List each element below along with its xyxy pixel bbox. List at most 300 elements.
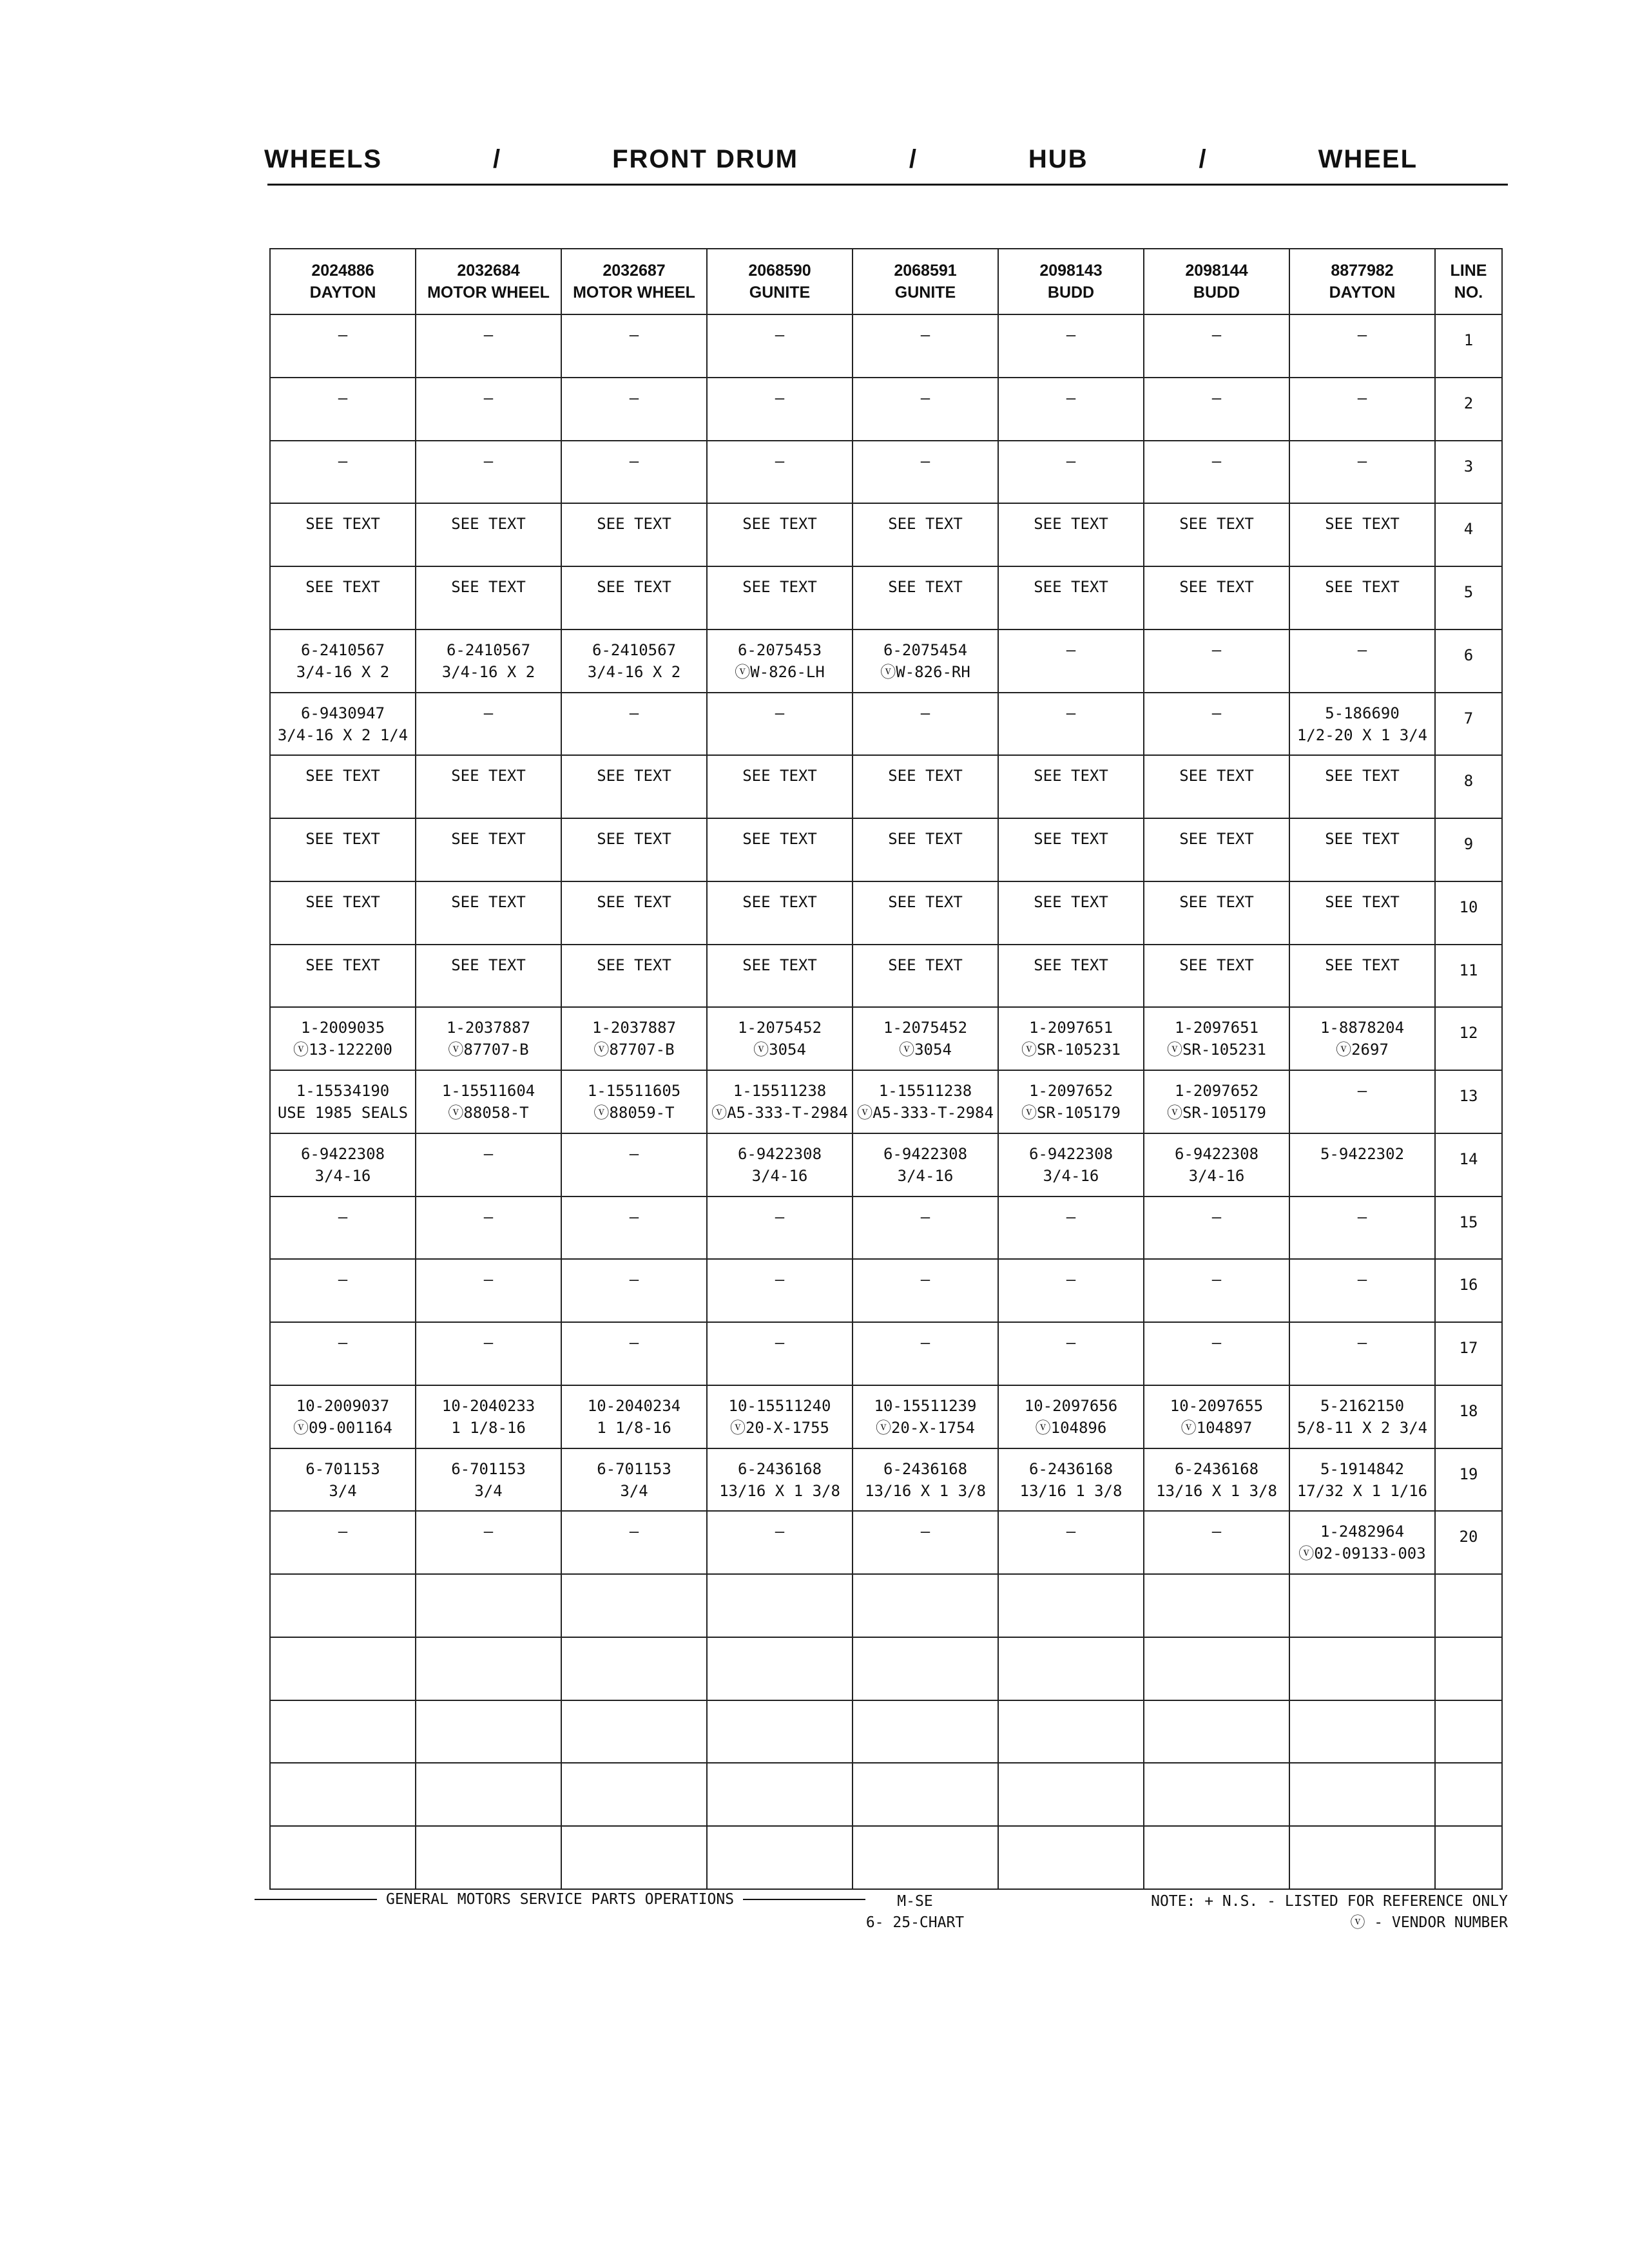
table-cell bbox=[1144, 1763, 1289, 1826]
table-cell bbox=[270, 314, 416, 378]
table-row bbox=[270, 881, 1502, 945]
dash-mark: — bbox=[483, 452, 494, 470]
cell-text: SEE TEXT bbox=[597, 830, 671, 848]
column-part-number: 2024886 bbox=[311, 262, 374, 280]
table-cell bbox=[416, 1259, 561, 1322]
table-cell bbox=[270, 1322, 416, 1385]
table-cell bbox=[1144, 818, 1289, 881]
dash-mark: — bbox=[483, 326, 494, 344]
table-cell bbox=[416, 1070, 561, 1133]
line-number: 15 bbox=[1435, 1196, 1502, 1260]
table-cell bbox=[853, 1637, 998, 1700]
table-cell bbox=[998, 755, 1144, 818]
dash-mark: — bbox=[775, 1271, 785, 1289]
column-make: GUNITE bbox=[894, 284, 956, 302]
dash-mark: — bbox=[1066, 1207, 1076, 1226]
table-cell bbox=[416, 566, 561, 629]
table-cell bbox=[270, 566, 416, 629]
table-cell bbox=[1144, 1385, 1289, 1448]
table-cell bbox=[416, 1637, 561, 1700]
table-cell bbox=[270, 1007, 416, 1070]
table-cell bbox=[416, 1826, 561, 1889]
table-cell bbox=[561, 1259, 707, 1322]
table-cell bbox=[1144, 378, 1289, 441]
cell-text: SEE TEXT bbox=[597, 578, 671, 596]
table-cell bbox=[416, 503, 561, 566]
table-cell bbox=[561, 441, 707, 504]
table-cell bbox=[416, 1007, 561, 1070]
table-cell bbox=[853, 1070, 998, 1133]
line-number: 4 bbox=[1435, 503, 1502, 566]
cell-text: 10-15511240 bbox=[728, 1396, 831, 1415]
cell-text: SEE TEXT bbox=[451, 515, 526, 533]
title-part: HUB bbox=[1028, 144, 1088, 173]
table-row bbox=[270, 441, 1502, 504]
table-cell bbox=[1289, 1574, 1435, 1637]
table-cell bbox=[1144, 945, 1289, 1008]
cell-text: SEE TEXT bbox=[1034, 767, 1108, 785]
column-header bbox=[561, 249, 707, 314]
table-cell bbox=[1289, 1448, 1435, 1512]
column-part-number: 2068591 bbox=[894, 262, 957, 280]
dash-mark: — bbox=[775, 1523, 785, 1541]
line-number: 18 bbox=[1435, 1385, 1502, 1448]
cell-text: 13/16 X 1 3/8 bbox=[719, 1481, 840, 1500]
dash-mark: — bbox=[338, 389, 348, 407]
dash-mark: — bbox=[629, 1334, 639, 1352]
table-cell bbox=[416, 1385, 561, 1448]
table-row bbox=[270, 755, 1502, 818]
cell-text: SEE TEXT bbox=[1325, 578, 1400, 596]
cell-text: 1-15534190 bbox=[296, 1082, 390, 1100]
cell-text: 5-186690 bbox=[1325, 704, 1400, 722]
table-cell bbox=[853, 1826, 998, 1889]
table-cell bbox=[998, 1196, 1144, 1260]
table-cell bbox=[998, 1007, 1144, 1070]
table-cell bbox=[561, 314, 707, 378]
column-header bbox=[270, 249, 416, 314]
dash-mark: — bbox=[1357, 1271, 1367, 1289]
line-number bbox=[1435, 1574, 1502, 1637]
table-cell bbox=[270, 629, 416, 693]
column-part-number: 2098143 bbox=[1039, 262, 1103, 280]
cell-text: SEE TEXT bbox=[1179, 892, 1254, 911]
table-cell bbox=[416, 1763, 561, 1826]
table-cell bbox=[707, 566, 853, 629]
cell-text: SEE TEXT bbox=[1034, 578, 1108, 596]
table-cell bbox=[561, 755, 707, 818]
cell-text: SEE TEXT bbox=[305, 830, 380, 848]
title-separator: / bbox=[909, 144, 918, 173]
cell-text: 1-2097652 bbox=[1174, 1082, 1259, 1100]
table-cell bbox=[853, 755, 998, 818]
table-cell bbox=[1289, 1259, 1435, 1322]
column-header bbox=[707, 249, 853, 314]
table-cell bbox=[853, 629, 998, 693]
cell-text: 6-701153 bbox=[597, 1459, 671, 1478]
table-cell bbox=[1289, 566, 1435, 629]
cell-text: ⓥSR-105231 bbox=[1021, 1041, 1121, 1059]
cell-text: ⓥA5-333-T-2984 bbox=[711, 1104, 848, 1122]
cell-text: ⓥ20-X-1755 bbox=[729, 1418, 830, 1437]
table-cell bbox=[707, 629, 853, 693]
table-cell bbox=[1289, 1511, 1435, 1574]
table-cell bbox=[853, 818, 998, 881]
dash-mark: — bbox=[629, 704, 639, 722]
cell-text: ⓥA5-333-T-2984 bbox=[857, 1104, 994, 1122]
cell-text: SEE TEXT bbox=[888, 956, 963, 974]
table-cell bbox=[1144, 1574, 1289, 1637]
table-cell bbox=[270, 441, 416, 504]
cell-text: SEE TEXT bbox=[1034, 515, 1108, 533]
table-cell bbox=[561, 818, 707, 881]
table-cell bbox=[416, 1133, 561, 1196]
table-cell bbox=[998, 1763, 1144, 1826]
dash-mark: — bbox=[775, 1207, 785, 1226]
dash-mark: — bbox=[629, 1523, 639, 1541]
cell-text: ⓥ20-X-1754 bbox=[875, 1418, 976, 1437]
page-title bbox=[264, 130, 1418, 188]
column-part-number: 2068590 bbox=[748, 262, 811, 280]
column-header bbox=[416, 249, 561, 314]
dash-mark: — bbox=[629, 1207, 639, 1226]
line-number: 9 bbox=[1435, 818, 1502, 881]
cell-text: SEE TEXT bbox=[742, 892, 817, 911]
table-cell bbox=[1144, 1511, 1289, 1574]
table-cell bbox=[998, 945, 1144, 1008]
table-cell bbox=[416, 1196, 561, 1260]
cell-text: ⓥSR-105179 bbox=[1021, 1104, 1121, 1122]
line-number bbox=[1435, 1763, 1502, 1826]
cell-text: SEE TEXT bbox=[1325, 892, 1400, 911]
cell-text: 10-2040234 bbox=[587, 1396, 681, 1415]
line-number: 17 bbox=[1435, 1322, 1502, 1385]
table-cell bbox=[998, 1574, 1144, 1637]
table-row bbox=[270, 1070, 1502, 1133]
table-cell bbox=[270, 818, 416, 881]
footer-rule-left bbox=[255, 1899, 377, 1900]
cell-text: SEE TEXT bbox=[451, 892, 526, 911]
cell-text: SEE TEXT bbox=[451, 830, 526, 848]
table-row bbox=[270, 1007, 1502, 1070]
table-cell bbox=[1144, 629, 1289, 693]
table-cell bbox=[853, 314, 998, 378]
table-cell bbox=[707, 503, 853, 566]
dash-mark: — bbox=[920, 704, 930, 722]
cell-text: ⓥ02-09133-003 bbox=[1298, 1544, 1426, 1563]
line-number: 11 bbox=[1435, 945, 1502, 1008]
cell-text: ⓥ104896 bbox=[1035, 1418, 1107, 1437]
cell-text: 10-2097655 bbox=[1170, 1396, 1264, 1415]
footer-code-line: 6- 25-CHART bbox=[865, 1914, 965, 1931]
cell-text: SEE TEXT bbox=[1034, 956, 1108, 974]
table-header-row bbox=[270, 249, 1502, 314]
line-number: 20 bbox=[1435, 1511, 1502, 1574]
dash-mark: — bbox=[1357, 389, 1367, 407]
table-cell bbox=[998, 1826, 1144, 1889]
table-cell bbox=[707, 945, 853, 1008]
table-row bbox=[270, 1511, 1502, 1574]
cell-text: 6-2410567 bbox=[446, 640, 531, 659]
cell-text: 6-9422308 bbox=[883, 1144, 968, 1163]
dash-mark: — bbox=[629, 452, 639, 470]
cell-text: 1-15511238 bbox=[733, 1082, 827, 1100]
footer-note-line: NOTE: + N.S. - LISTED FOR REFERENCE ONLY bbox=[1151, 1893, 1508, 1910]
line-number: 2 bbox=[1435, 378, 1502, 441]
table-cell bbox=[270, 945, 416, 1008]
table-cell bbox=[1144, 1259, 1289, 1322]
table-cell bbox=[998, 503, 1144, 566]
table-cell bbox=[416, 755, 561, 818]
table-cell bbox=[707, 1007, 853, 1070]
table-cell bbox=[1289, 441, 1435, 504]
table-row bbox=[270, 1826, 1502, 1889]
column-make: DAYTON bbox=[309, 284, 376, 302]
column-make: BUDD bbox=[1193, 284, 1240, 302]
table-cell bbox=[707, 1448, 853, 1512]
cell-text: 10-2097656 bbox=[1024, 1396, 1118, 1415]
table-row bbox=[270, 1385, 1502, 1448]
table-cell bbox=[853, 1259, 998, 1322]
table-cell bbox=[998, 1511, 1144, 1574]
table-row bbox=[270, 629, 1502, 693]
cell-text: 1-2097651 bbox=[1028, 1019, 1113, 1037]
table-cell bbox=[1144, 1322, 1289, 1385]
dash-mark: — bbox=[1066, 704, 1076, 722]
table-cell bbox=[707, 1196, 853, 1260]
cell-text: 13/16 X 1 3/8 bbox=[865, 1481, 986, 1500]
dash-mark: — bbox=[1066, 326, 1076, 344]
table-cell bbox=[270, 755, 416, 818]
cell-text: 17/32 X 1 1/16 bbox=[1296, 1481, 1428, 1500]
dash-mark: — bbox=[1357, 452, 1367, 470]
table-cell bbox=[270, 1448, 416, 1512]
table-cell bbox=[1144, 1007, 1289, 1070]
dash-mark: — bbox=[920, 326, 930, 344]
table-cell bbox=[1144, 755, 1289, 818]
dash-mark: — bbox=[338, 1523, 348, 1541]
line-number: 1 bbox=[1435, 314, 1502, 378]
dash-mark: — bbox=[1211, 640, 1222, 659]
cell-text: 3/4-16 bbox=[1043, 1166, 1099, 1185]
table-cell bbox=[1144, 1133, 1289, 1196]
cell-text: SEE TEXT bbox=[742, 830, 817, 848]
table-cell bbox=[1289, 629, 1435, 693]
dash-mark: — bbox=[1357, 1207, 1367, 1226]
table-cell bbox=[707, 1826, 853, 1889]
cell-text: ⓥW-826-RH bbox=[880, 662, 970, 681]
table-cell bbox=[707, 314, 853, 378]
cell-text: 1-2075452 bbox=[737, 1019, 822, 1037]
table-cell bbox=[561, 378, 707, 441]
table-cell bbox=[707, 881, 853, 945]
line-number: 13 bbox=[1435, 1070, 1502, 1133]
cell-text: SEE TEXT bbox=[451, 767, 526, 785]
dash-mark: — bbox=[775, 704, 785, 722]
table-cell bbox=[270, 1511, 416, 1574]
line-number: 5 bbox=[1435, 566, 1502, 629]
cell-text: 1/2-20 X 1 3/4 bbox=[1296, 726, 1428, 744]
cell-text: SEE TEXT bbox=[597, 892, 671, 911]
dash-mark: — bbox=[483, 1144, 494, 1163]
cell-text: 1-8878204 bbox=[1320, 1019, 1405, 1037]
table-cell bbox=[416, 818, 561, 881]
table-cell bbox=[561, 1070, 707, 1133]
table-cell bbox=[561, 1700, 707, 1763]
cell-text: 3/4-16 X 2 1/4 bbox=[277, 726, 409, 744]
cell-text: SEE TEXT bbox=[1179, 578, 1254, 596]
table-cell bbox=[853, 1700, 998, 1763]
cell-text: SEE TEXT bbox=[1325, 515, 1400, 533]
table-cell bbox=[416, 629, 561, 693]
table-body bbox=[270, 314, 1502, 1889]
table-row bbox=[270, 314, 1502, 378]
table-cell bbox=[853, 1511, 998, 1574]
dash-mark: — bbox=[483, 389, 494, 407]
table-cell bbox=[853, 1763, 998, 1826]
line-number: 14 bbox=[1435, 1133, 1502, 1196]
table-cell bbox=[561, 1322, 707, 1385]
cell-text: 1-15511605 bbox=[587, 1082, 681, 1100]
dash-mark: — bbox=[338, 1207, 348, 1226]
table-cell bbox=[561, 566, 707, 629]
dash-mark: — bbox=[1211, 704, 1222, 722]
table-row bbox=[270, 818, 1502, 881]
cell-text: ⓥW-826-LH bbox=[735, 662, 825, 681]
table-cell bbox=[998, 1133, 1144, 1196]
table-cell bbox=[416, 693, 561, 756]
table-cell bbox=[707, 818, 853, 881]
dash-mark: — bbox=[483, 1271, 494, 1289]
cell-text: 6-9422308 bbox=[1174, 1144, 1259, 1163]
column-part-number: 2098144 bbox=[1185, 262, 1248, 280]
table-cell bbox=[853, 503, 998, 566]
cell-text: 5/8-11 X 2 3/4 bbox=[1296, 1418, 1428, 1437]
table-cell bbox=[1144, 1700, 1289, 1763]
dash-mark: — bbox=[338, 326, 348, 344]
table-cell bbox=[998, 693, 1144, 756]
title-part: FRONT DRUM bbox=[612, 144, 798, 173]
dash-mark: — bbox=[1357, 640, 1367, 659]
dash-mark: — bbox=[483, 1334, 494, 1352]
cell-text: 6-2436168 bbox=[883, 1459, 968, 1478]
table-cell bbox=[853, 1448, 998, 1512]
dash-mark: — bbox=[1066, 389, 1076, 407]
cell-text: SEE TEXT bbox=[1325, 830, 1400, 848]
cell-text: ⓥ87707-B bbox=[593, 1041, 675, 1059]
cell-text: SEE TEXT bbox=[597, 956, 671, 974]
cell-text: ⓥ09-001164 bbox=[293, 1418, 393, 1437]
table-row bbox=[270, 566, 1502, 629]
cell-text: 5-2162150 bbox=[1320, 1396, 1405, 1415]
cell-text: 3/4-16 bbox=[751, 1166, 808, 1185]
table-cell bbox=[561, 945, 707, 1008]
cell-text: 6-701153 bbox=[451, 1459, 526, 1478]
cell-text: ⓥ88059-T bbox=[593, 1104, 675, 1122]
cell-text: ⓥSR-105179 bbox=[1166, 1104, 1267, 1122]
cell-text: SEE TEXT bbox=[1325, 956, 1400, 974]
dash-mark: — bbox=[483, 1207, 494, 1226]
table-cell bbox=[707, 1700, 853, 1763]
cell-text: 10-2009037 bbox=[296, 1396, 390, 1415]
line-number-header bbox=[1435, 249, 1502, 314]
cell-text: 1-2097651 bbox=[1174, 1019, 1259, 1037]
table-cell bbox=[998, 629, 1144, 693]
table-cell bbox=[1144, 1826, 1289, 1889]
table-cell bbox=[561, 1133, 707, 1196]
dash-mark: — bbox=[775, 326, 785, 344]
column-make: DAYTON bbox=[1329, 284, 1396, 302]
table-row bbox=[270, 693, 1502, 756]
table-cell bbox=[1289, 1196, 1435, 1260]
table-cell bbox=[1289, 818, 1435, 881]
cell-text: ⓥSR-105231 bbox=[1166, 1041, 1267, 1059]
cell-text: SEE TEXT bbox=[1179, 956, 1254, 974]
table-cell bbox=[1144, 1448, 1289, 1512]
table-cell bbox=[998, 1259, 1144, 1322]
table-cell bbox=[270, 503, 416, 566]
table-cell bbox=[270, 1637, 416, 1700]
cell-text: 6-2436168 bbox=[1174, 1459, 1259, 1478]
footer-chart-code bbox=[838, 1891, 992, 1934]
table-row bbox=[270, 1763, 1502, 1826]
table-cell bbox=[1289, 1763, 1435, 1826]
cell-text: 3/4 bbox=[620, 1481, 648, 1500]
cell-text: 6-2436168 bbox=[1028, 1459, 1113, 1478]
dash-mark: — bbox=[1357, 326, 1367, 344]
table-cell bbox=[998, 1637, 1144, 1700]
table-cell bbox=[1144, 1196, 1289, 1260]
cell-text: SEE TEXT bbox=[451, 956, 526, 974]
dash-mark: — bbox=[775, 389, 785, 407]
line-number: 19 bbox=[1435, 1448, 1502, 1512]
dash-mark: — bbox=[920, 1207, 930, 1226]
footer-note-line: ⓥ - VENDOR NUMBER bbox=[1350, 1914, 1508, 1931]
cell-text: 10-2040233 bbox=[441, 1396, 535, 1415]
dash-mark: — bbox=[920, 1271, 930, 1289]
table-cell bbox=[853, 1133, 998, 1196]
table-cell bbox=[1289, 1133, 1435, 1196]
cell-text: ⓥ88058-T bbox=[448, 1104, 529, 1122]
table-cell bbox=[270, 1196, 416, 1260]
dash-mark: — bbox=[1211, 389, 1222, 407]
cell-text: SEE TEXT bbox=[888, 767, 963, 785]
cell-text: 3/4 bbox=[474, 1481, 503, 1500]
line-header-text: NO. bbox=[1454, 284, 1483, 302]
dash-mark: — bbox=[629, 389, 639, 407]
cell-text: 6-9422308 bbox=[300, 1144, 385, 1163]
table-cell bbox=[998, 314, 1144, 378]
table-row bbox=[270, 1196, 1502, 1260]
line-header-text: LINE bbox=[1450, 262, 1487, 280]
parts-chart-table bbox=[269, 248, 1503, 1890]
table-cell bbox=[998, 566, 1144, 629]
table-row bbox=[270, 1448, 1502, 1512]
cell-text: SEE TEXT bbox=[742, 767, 817, 785]
cell-text: SEE TEXT bbox=[742, 956, 817, 974]
cell-text: ⓥ3054 bbox=[753, 1041, 806, 1059]
cell-text: 5-1914842 bbox=[1320, 1459, 1405, 1478]
cell-text: 3/4-16 bbox=[897, 1166, 954, 1185]
table-cell bbox=[998, 1385, 1144, 1448]
table-cell bbox=[853, 881, 998, 945]
cell-text: SEE TEXT bbox=[1179, 515, 1254, 533]
table-cell bbox=[561, 629, 707, 693]
column-make: GUNITE bbox=[749, 284, 811, 302]
cell-text: SEE TEXT bbox=[742, 578, 817, 596]
cell-text: SEE TEXT bbox=[451, 578, 526, 596]
column-part-number: 2032684 bbox=[457, 262, 520, 280]
